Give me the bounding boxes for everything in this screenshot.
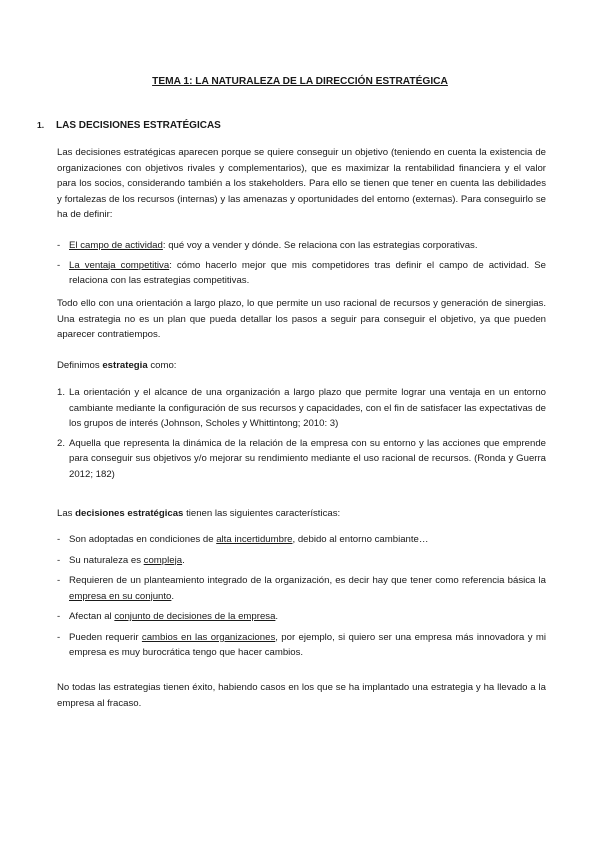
definition-item <box>57 436 546 483</box>
characteristic-item <box>57 532 546 548</box>
term-ventaja-competitiva: La ventaja competitiva <box>69 259 170 271</box>
term-campo-actividad: El campo de actividad <box>69 240 163 251</box>
list-marker: - <box>57 631 61 643</box>
list-item <box>57 258 546 289</box>
list-marker: - <box>57 240 61 251</box>
underlined-term: conjunto de decisiones de la empresa <box>114 611 276 622</box>
section-number: 1. <box>37 120 45 130</box>
item-text: , debido al entorno cambiante… <box>292 534 429 545</box>
list-marker: - <box>57 575 61 586</box>
decisions-keyword: decisiones estratégicas <box>75 508 184 519</box>
term-description: : cómo hacerlo mejor que mis competidores tras definir el campo de actividad. Se relaciona con las estrategias competitivas. <box>69 259 546 286</box>
item-text: Pueden requerir <box>69 631 142 643</box>
item-text: . <box>275 611 279 622</box>
item-text: Requieren de un planteamiento integrado de la organización, es decir hay que tener como referencia básica la <box>69 575 546 586</box>
lead-text: como: <box>147 360 177 371</box>
list-marker: - <box>57 611 61 622</box>
item-text: . <box>171 590 175 602</box>
item-text: . <box>182 554 185 566</box>
characteristic-item <box>57 553 546 569</box>
lead-text: Las <box>57 508 76 519</box>
definitions-list <box>57 385 546 482</box>
item-text: Son adoptadas en condiciones de <box>69 534 217 545</box>
characteristics-lead <box>57 506 546 522</box>
underlined-term: cambios en las organizaciones <box>141 631 276 643</box>
intro-paragraph: Las decisiones estratégicas aparecen porque se quiere conseguir un objetivo (teniendo en cuenta la existencia de organizaciones con objetivos rivales y complementarios), que es maximizar la rentabilidad financiera y el valor para los socios, considerando también a los stakeholders. Para ello se tienen que tener en cuenta las debilidades y fortalezas de los recursos (internas) y las amenazas y oportunidades del entorno (externas). Para conseguirlo se ha de definir: <box>57 147 546 220</box>
list-item <box>57 238 546 254</box>
lead-text: Definimos <box>57 360 103 371</box>
item-text: , por ejemplo, si quiero ser una empresa más innovadora y mi empresa es muy burocrática tengo que hacer cambios. <box>69 631 546 658</box>
strategy-definition-lead <box>57 358 546 374</box>
lead-text: tienen las siguientes características: <box>183 508 341 519</box>
strategy-keyword: estrategia <box>102 360 148 371</box>
long-term-paragraph: Todo ello con una orientación a largo plazo, lo que permite un uso racional de recursos y generación de sinergias. Una estrategia no es un plan que pueda detallar los pasos a seguir para conseguir el objetivo, ya que pueden aparecer contratiempos. <box>57 298 546 340</box>
underlined-term: alta incertidumbre <box>216 534 293 545</box>
term-description: : qué voy a vender y dónde. Se relaciona con las estrategias corporativas. <box>162 240 478 251</box>
definition-item <box>57 385 546 432</box>
list-marker: 1. <box>57 387 66 398</box>
page-title: TEMA 1: LA NATURALEZA DE LA DIRECCIÓN ESTRATÉGICA <box>152 76 448 87</box>
underlined-term: empresa en su conjunto <box>69 590 172 602</box>
define-list <box>57 238 546 289</box>
item-text: Su naturaleza es <box>69 554 144 566</box>
definition-text: La orientación y el alcance de una organización a largo plazo que permite lograr una ventaja en un entorno cambiante mediante la configuración de sus recursos y capacidades, con el fin de satisfacer las expectativas de los grupos de interés (Johnson, Scholes y Whittintong; 2010: 3) <box>69 387 546 429</box>
list-marker: 2. <box>57 437 66 449</box>
definition-text: Aquella que representa la dinámica de la relación de la empresa con su entorno y las acciones que emprende para conseguir sus objetivos y/o mejorar su rendimiento mediante el uso racional de recursos. (Ronda y Guerra 2012; 182) <box>69 437 546 480</box>
characteristic-item <box>57 630 546 661</box>
underlined-term: compleja <box>143 554 183 566</box>
characteristic-item <box>57 609 546 625</box>
section-title: LAS DECISIONES ESTRATÉGICAS <box>56 120 221 131</box>
list-marker: - <box>57 534 61 545</box>
list-marker: - <box>57 259 61 271</box>
closing-paragraph: No todas las estrategias tienen éxito, habiendo casos en los que se ha implantado una estrategia y ha llevado a la empresa al fracaso. <box>57 682 546 709</box>
characteristics-list <box>57 532 546 661</box>
section-heading <box>37 118 557 134</box>
list-marker: - <box>57 554 61 566</box>
item-text: Afectan al <box>69 611 115 622</box>
characteristic-item <box>57 573 546 604</box>
